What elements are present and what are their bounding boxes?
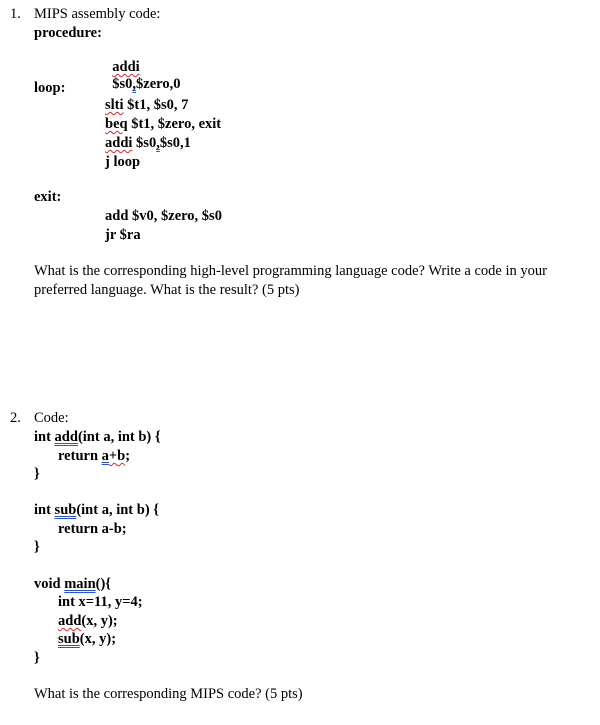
procedure-label: procedure: <box>34 25 102 41</box>
call-name-sub: sub <box>58 631 80 647</box>
expr-b: b <box>117 448 126 464</box>
mnemonic-addi: addi <box>105 135 133 151</box>
operand-separator: , <box>132 76 137 92</box>
keyword-void: void <box>34 576 65 592</box>
function-name-main: main <box>64 576 96 592</box>
operand: $s0,1 <box>159 135 191 151</box>
params: (){ <box>95 576 112 592</box>
q1-heading: MIPS assembly code: <box>34 6 161 22</box>
loop-line-1 <box>105 97 188 114</box>
operand: $zero,0 <box>136 76 181 92</box>
mnemonic-beq: beq <box>105 116 128 132</box>
keyword-int: int <box>34 429 55 445</box>
operand-separator: , <box>156 135 160 151</box>
function-name-add: add <box>54 429 78 445</box>
main-signature <box>34 576 111 593</box>
q2-heading: Code: <box>34 410 69 426</box>
operands: $t1, $zero, exit <box>127 116 222 132</box>
mnemonic-addi: addi <box>112 59 140 75</box>
loop-line-4: j loop <box>105 154 141 170</box>
q1-number: 1. <box>10 6 21 22</box>
loop-line-2 <box>105 116 221 133</box>
sub-signature <box>34 502 159 519</box>
main-call-sub <box>58 631 116 648</box>
procedure-line <box>105 42 180 93</box>
main-decl: int x=11, y=4; <box>58 594 143 610</box>
operand: $s0 <box>112 76 133 92</box>
main-call-add <box>58 613 118 630</box>
q2-number: 2. <box>10 410 21 426</box>
q1-question: What is the corresponding high-level programming language code? Write a code in your preferred language. What is the result? (5 pts) <box>34 263 547 298</box>
call-name-add: add <box>58 613 82 629</box>
close-brace: } <box>34 539 40 555</box>
exit-line-2: jr $ra <box>105 227 141 243</box>
operands: $t1, $s0, 7 <box>123 97 189 113</box>
loop-label: loop: <box>34 80 66 96</box>
exit-line-1: add $v0, $zero, $s0 <box>105 208 222 224</box>
operand: $s0 <box>132 135 157 151</box>
sub-body: return a-b; <box>58 521 127 537</box>
mnemonic-slti: slti <box>105 97 124 113</box>
call-args: (x, y); <box>81 613 118 629</box>
close-brace: } <box>34 650 40 666</box>
params: (int a, int b) { <box>76 502 159 518</box>
expr-op: + <box>108 448 118 464</box>
keyword-int: int <box>34 502 55 518</box>
add-signature <box>34 429 161 446</box>
semicolon: ; <box>125 448 131 464</box>
keyword-return: return <box>58 448 102 464</box>
function-name-sub: sub <box>54 502 77 518</box>
add-body <box>58 448 130 465</box>
close-brace: } <box>34 466 40 482</box>
q2-question: What is the corresponding MIPS code? (5 pts) <box>34 686 303 702</box>
call-args: (x, y); <box>79 631 117 647</box>
expr-a: a <box>101 448 109 464</box>
params: (int a, int b) { <box>77 429 161 445</box>
exit-label: exit: <box>34 189 62 205</box>
loop-line-3 <box>105 135 191 152</box>
